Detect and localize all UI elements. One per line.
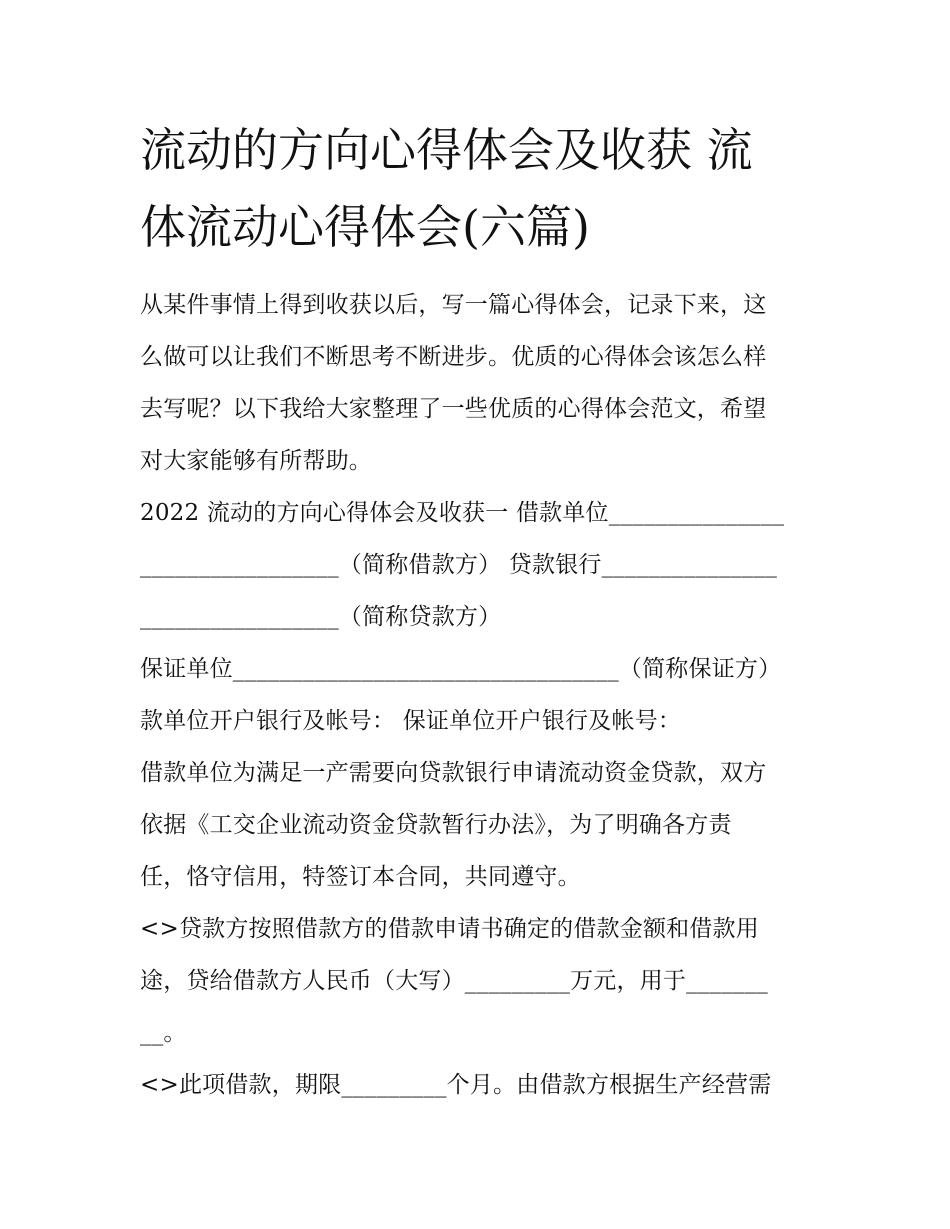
intro-line: 从某件事情上得到收获以后，写一篇心得体会，记录下来，这 — [140, 292, 767, 318]
intro-line: 对大家能够有所帮助。 — [140, 448, 372, 474]
document-page — [140, 112, 820, 1111]
intro-line: 去写呢？以下我给大家整理了一些优质的心得体会范文，希望 — [140, 396, 767, 422]
body-line: 任，恪守信用，特签订本合同，共同遵守。 — [140, 864, 581, 890]
body-line: 2022 流动的方向心得体会及收获一 借款单位_______________ — [140, 500, 785, 526]
document-title — [140, 112, 820, 266]
title-line: 体流动心得体会(六篇) — [140, 200, 590, 254]
body-line: 款单位开户银行及帐号： 保证单位开户银行及帐号： — [140, 708, 682, 734]
intro-line: 么做可以让我们不断思考不断进步。优质的心得体会该怎么样 — [140, 344, 767, 370]
body-line: _________________（简称借款方） 贷款银行_______________ — [140, 552, 778, 578]
intro-paragraph — [140, 279, 820, 487]
body-line: 借款单位为满足一产需要向贷款银行申请流动资金贷款，双方 — [140, 760, 767, 786]
body-line: __。 — [140, 1020, 187, 1046]
title-line: 流动的方向心得体会及收获 流 — [140, 123, 753, 177]
body-line: _________________（简称贷款方） — [140, 604, 502, 630]
body-line: <>贷款方按照借款方的借款申请书确定的借款金额和借款用 — [140, 916, 759, 942]
body-line: 途，贷给借款方人民币（大写）_________万元，用于_______ — [140, 968, 768, 994]
body-line: <>此项借款，期限_________个月。由借款方根据生产经营需 — [140, 1072, 772, 1098]
body-line: 保证单位_________________________________（简称保证方） — [140, 656, 782, 682]
body-line: 依据《工交企业流动资金贷款暂行办法》，为了明确各方责 — [140, 812, 732, 838]
contract-body — [140, 487, 820, 1111]
